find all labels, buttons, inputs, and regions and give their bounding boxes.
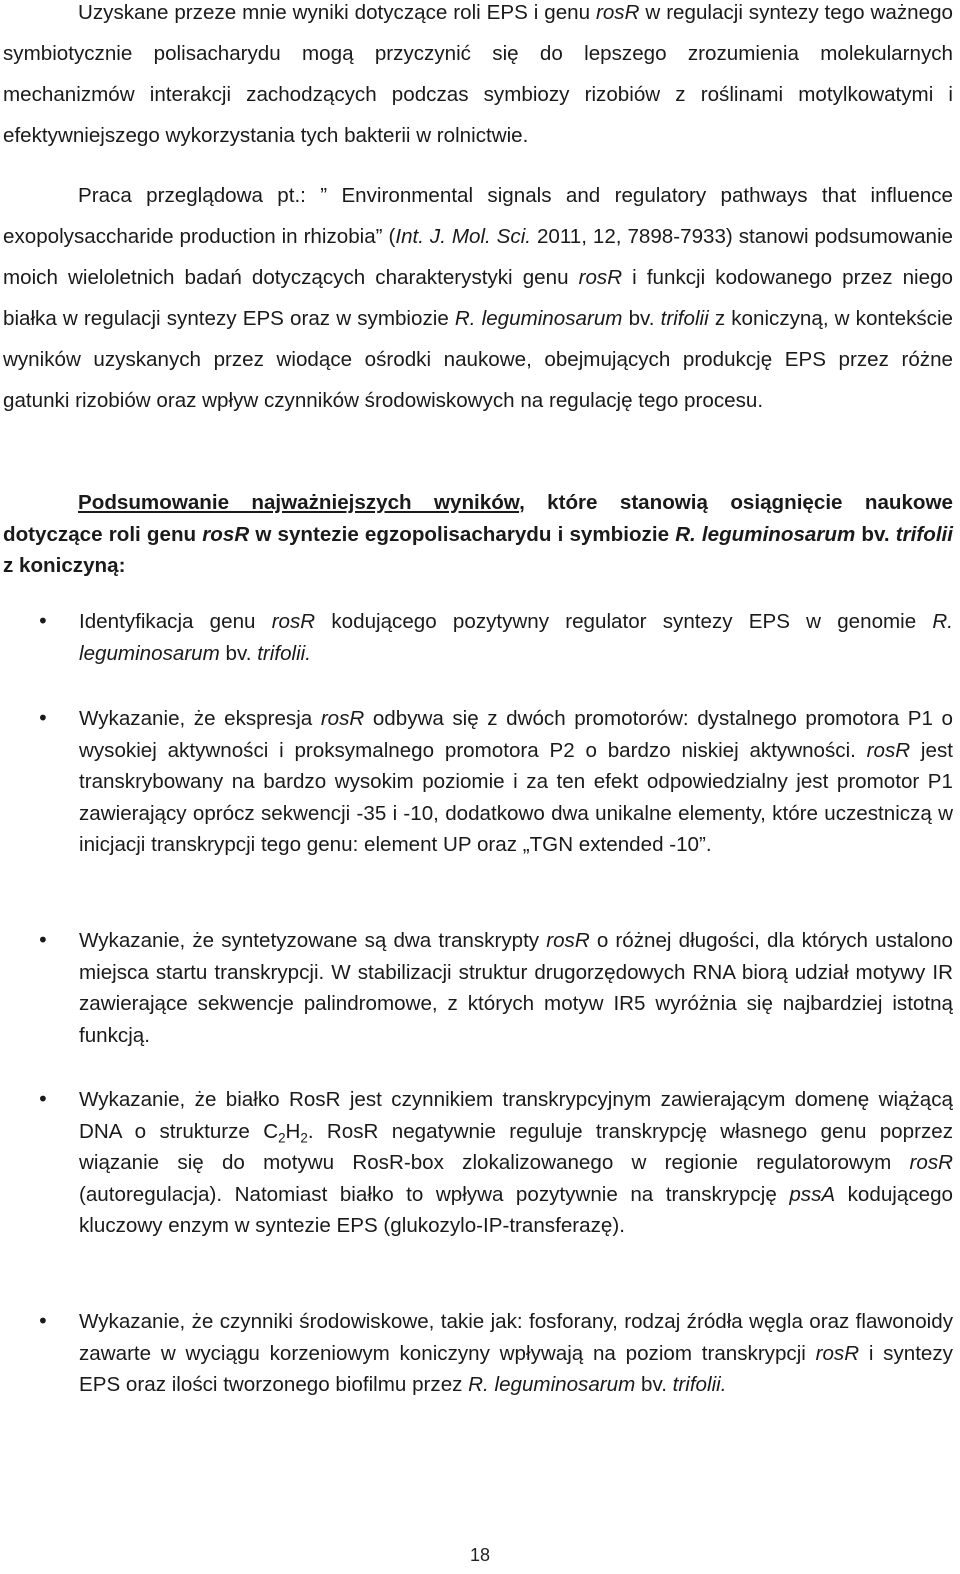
species-name: R. leguminosarum xyxy=(79,610,953,665)
text: i syntezy EPS oraz ilości tworzonego biofilmu przez xyxy=(79,1341,953,1396)
gene-name: rosR xyxy=(866,738,911,762)
text: Wykazanie, że ekspresja xyxy=(79,707,321,730)
journal-name: Int. J. Mol. Sci. xyxy=(395,225,532,248)
biovar-name: trifolii xyxy=(660,307,709,330)
species-name: R. leguminosarum xyxy=(454,307,623,330)
text: Uzyskane przeze mnie wyniki dotyczące roli EPS i genu xyxy=(78,1,596,24)
text: jest transkrybowany na bardzo wysokim poziomie i za ten efekt odpowiedzialny jest promotor P1 zawierający oprócz sekwencji -35 i -10, dodatkowo dwa unikalne elementy, które uczestniczą w inicjacji transkrypcji tego genu: element UP oraz „TGN extended -10”. xyxy=(79,738,953,856)
gene-name: rosR xyxy=(815,1341,860,1365)
text: w regulacji syntezy tego ważnego symbiotycznie polisacharydu mogą przyczynić się do lepszego zrozumienia molekularnych mechanizmów interakcji zachodzących podczas symbiozy rizobiów z roślinami motylkowatymi i efektywniejszego wykorzystania tych bakterii w rolnictwie. xyxy=(3,1,953,147)
summary-heading-underlined: Podsumowanie najważniejszych wyników xyxy=(78,491,520,514)
page-number: 18 xyxy=(469,1545,491,1565)
text: o różnej długości, dla których ustalono miejsca startu transkrypcji. W stabilizacji struktur drugorzędowych RNA biorą udział motywy IR zawierające sekwencje palindromowe, z których motyw IR5 wyróżnia się najbardziej istotną funkcją. xyxy=(79,929,953,1047)
text: (autoregulacja). Natomiast białko to wpływa pozytywnie na transkrypcję xyxy=(79,1182,790,1206)
text: Identyfikacja genu xyxy=(79,610,272,633)
text: Praca przeglądowa pt.: ” Environmental signals and regulatory pathways that influence exopolysaccharide production in rhizobia” ( xyxy=(3,184,953,248)
list-item xyxy=(79,925,953,1051)
gene-name: rosR xyxy=(578,266,623,289)
biovar-name: trifolii xyxy=(895,522,953,546)
review-paper-paragraph xyxy=(3,175,953,421)
text: odbywa się z dwóch promotorów: dystalnego promotora P1 o wysokiej aktywności i proksymalnego promotora P2 o bardzo niskiej aktywności. xyxy=(79,707,953,762)
list-item xyxy=(79,703,953,861)
text: Wykazanie, że czynniki środowiskowe, takie jak: fosforany, rodzaj źródła węgla oraz flawonoidy zawarte w wyciągu korzeniowym koniczyny wpływają na poziom transkrypcji xyxy=(79,1310,953,1365)
text: z koniczyną, w kontekście wyników uzyskanych przez wiodące ośrodki naukowe, obejmujących produkcję EPS przez różne gatunki rizobiów oraz wpływ czynników środowiskowych na regulację tego procesu. xyxy=(3,307,953,412)
summary-heading xyxy=(3,487,953,582)
gene-name: rosR xyxy=(909,1151,953,1174)
intro-paragraph xyxy=(3,0,953,156)
text: , które stanowią osiągnięcie naukowe dotyczące roli genu xyxy=(3,491,953,546)
biovar-name: trifolii. xyxy=(257,641,311,665)
text: 2011, 12, 7898-7933) stanowi podsumowanie moich wieloletnich badań dotyczących charakterystyki genu xyxy=(3,225,953,289)
biovar-name: trifolii. xyxy=(672,1373,727,1396)
text: H xyxy=(285,1119,301,1143)
list-item xyxy=(79,606,953,669)
gene-name: rosR xyxy=(320,707,365,730)
gene-name: rosR xyxy=(546,929,590,952)
text: bv. xyxy=(622,307,661,330)
text: z koniczyną: xyxy=(3,554,126,577)
text: bv. xyxy=(855,522,896,546)
text: kodującego pozytywny regulator syntezy EPS w genomie xyxy=(315,610,933,633)
text: bv. xyxy=(219,641,258,665)
text: . RosR negatywnie reguluje transkrypcję własnego genu poprzez wiązanie się do motywu RosR-box zlokalizowanego w regionie regulatorowym xyxy=(79,1119,953,1174)
text: Wykazanie, że syntetyzowane są dwa transkrypty xyxy=(79,929,547,952)
gene-name: rosR xyxy=(202,522,250,546)
gene-name: rosR xyxy=(596,1,640,24)
species-name: R. leguminosarum xyxy=(468,1373,636,1396)
list-item xyxy=(79,1084,953,1242)
text: bv. xyxy=(635,1373,673,1396)
subscript: 2 xyxy=(300,1130,308,1146)
list-item xyxy=(79,1306,953,1401)
text: w syntezie egzopolisacharydu i symbiozie xyxy=(249,522,676,546)
text: i funkcji kodowanego przez niego białka w regulacji syntezy EPS oraz w symbiozie xyxy=(3,266,953,330)
gene-name: pssA xyxy=(789,1182,836,1206)
gene-name: rosR xyxy=(271,610,316,633)
text: Wykazanie, że białko RosR jest czynnikiem transkrypcyjnym zawierającym domenę wiążącą DNA o strukturze C xyxy=(79,1088,953,1143)
subscript: 2 xyxy=(278,1130,286,1146)
text: kodującego kluczowy enzym w syntezie EPS (glukozylo-IP-transferazę). xyxy=(79,1182,953,1237)
species-name: R. leguminosarum xyxy=(675,522,856,546)
